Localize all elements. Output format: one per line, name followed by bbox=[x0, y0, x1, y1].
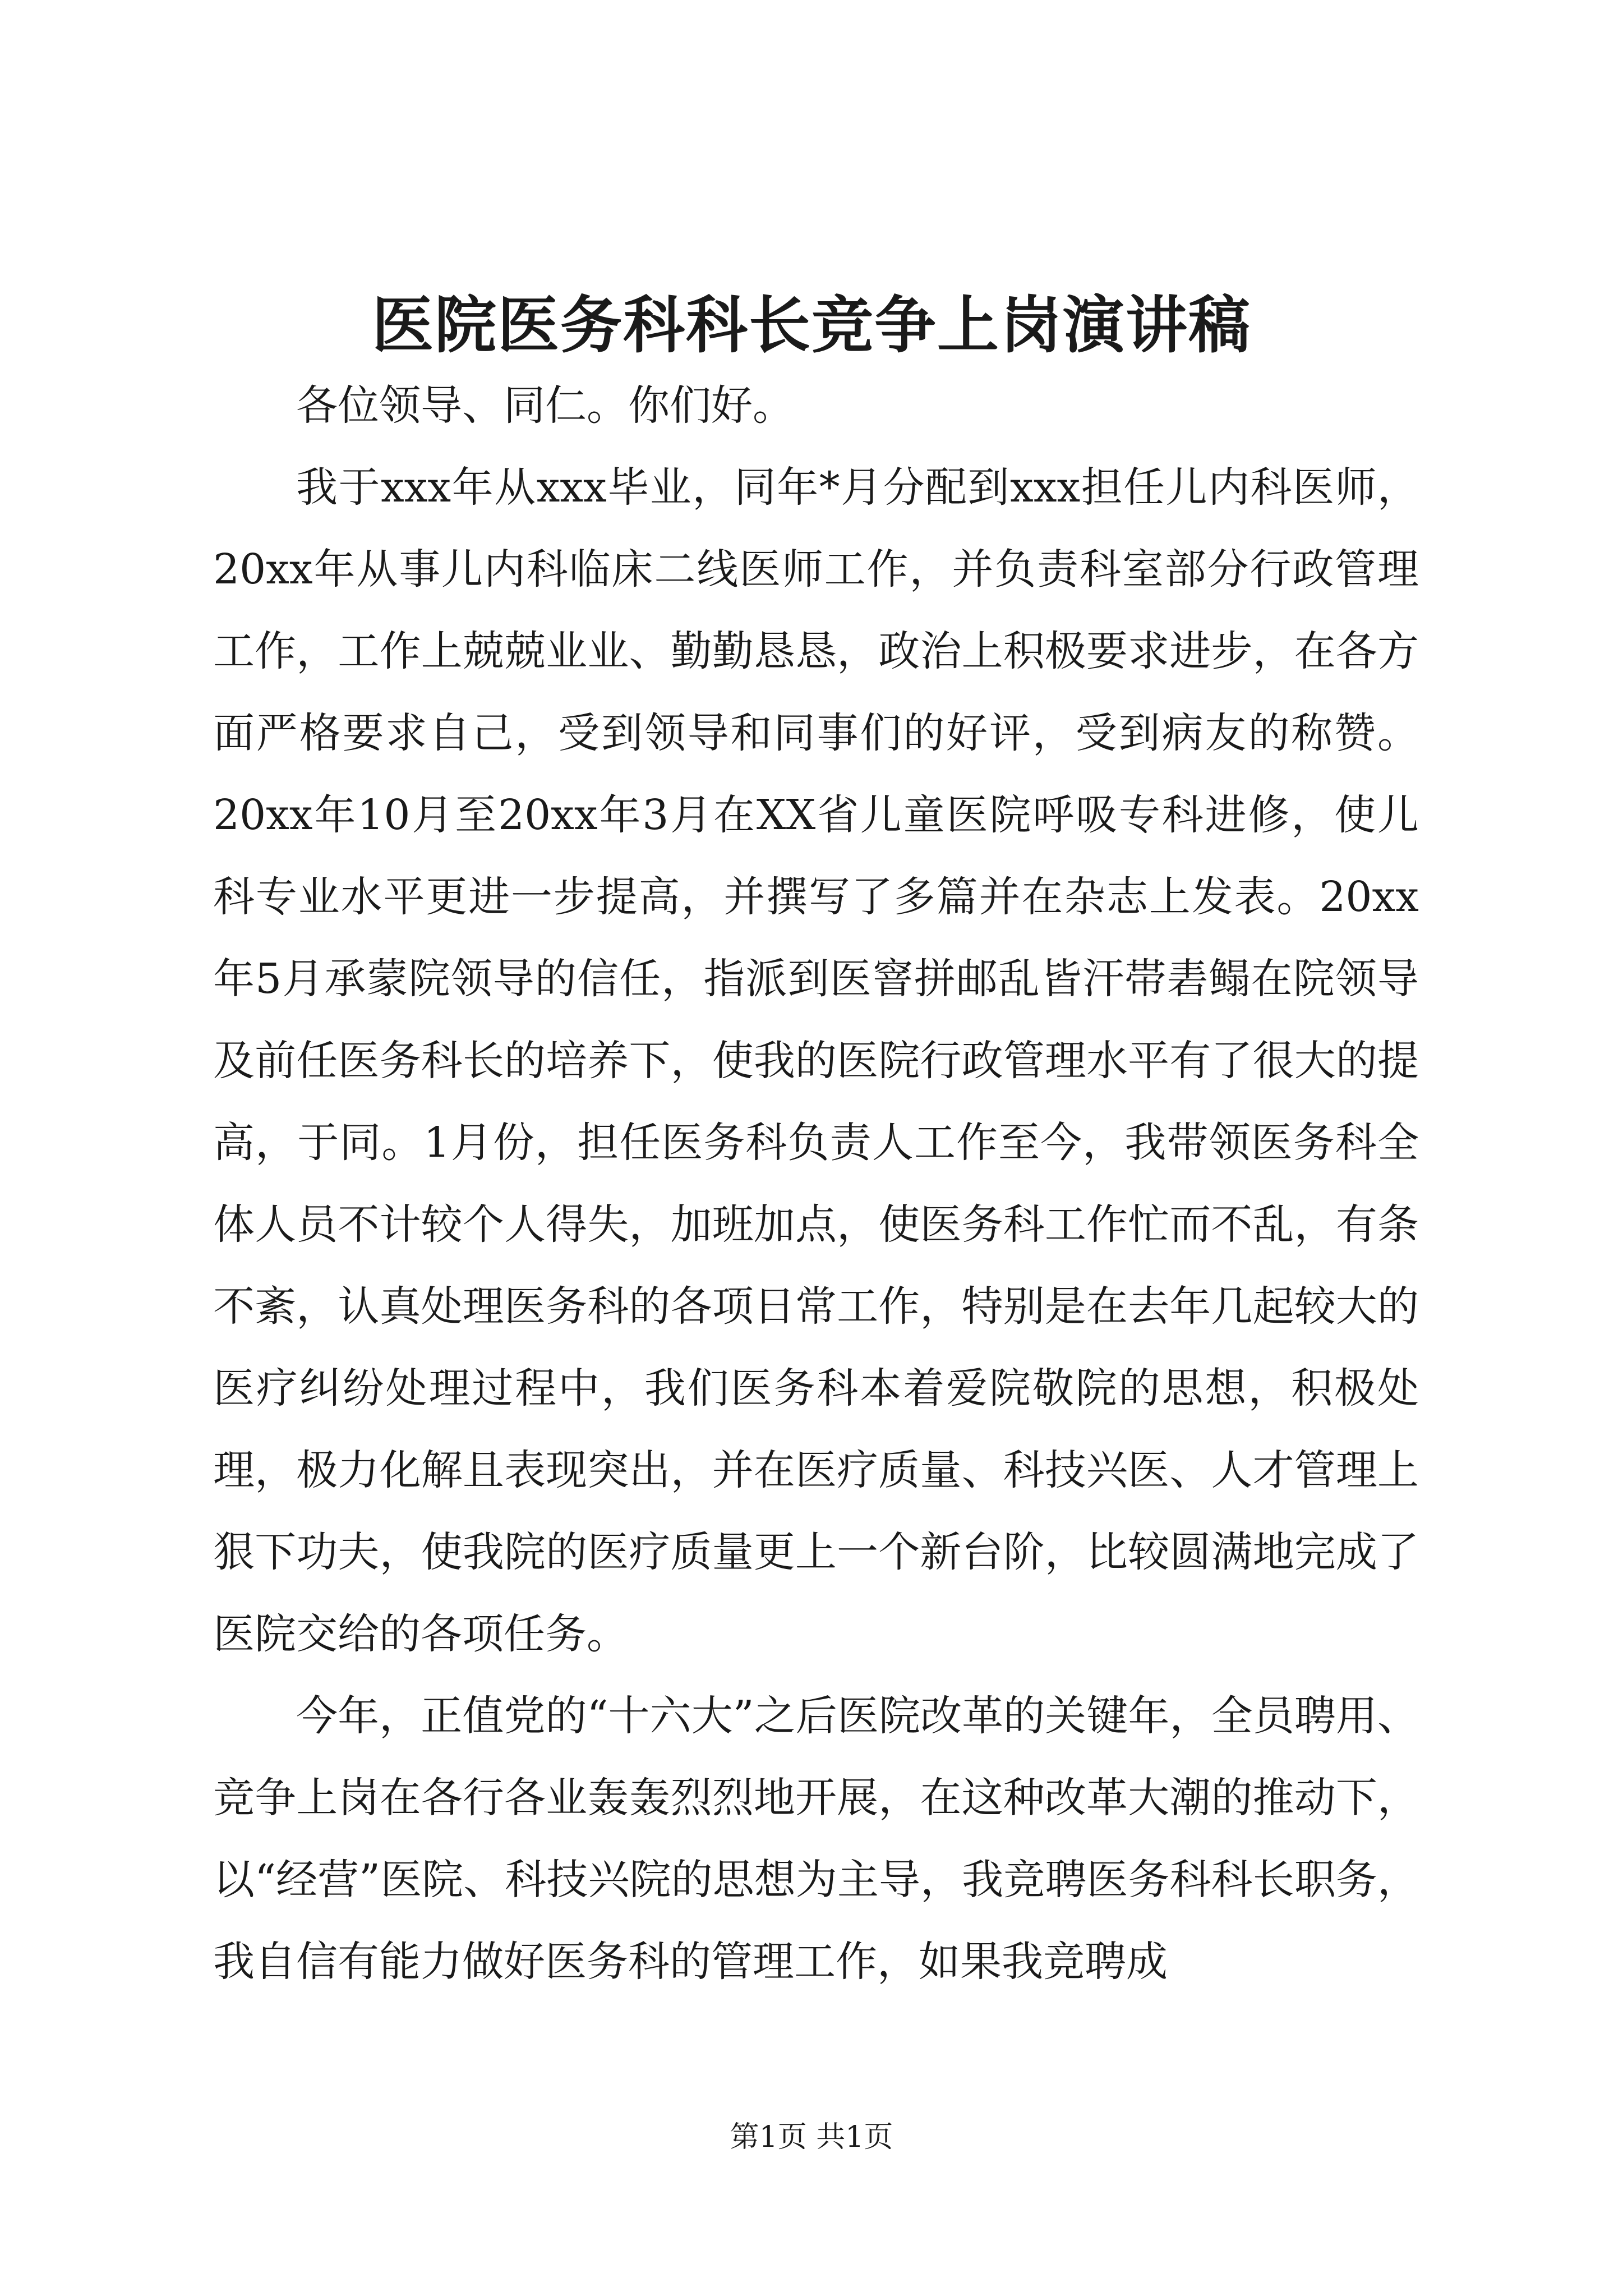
paragraph-greeting: 各位领导、同仁。你们好。 bbox=[296, 381, 794, 430]
paragraph-intent: 今年，正值党的“十六大”之后医院改革的关键年，全员聘用、竞争上岗在各行各业轰轰烈烈地开展，在这种改革大潮的推动下，以“经营”医院、科技兴院的思想为主导，我竞聘医务科科长职务，我自信有能力做好医务科的管理工作，如果我竞聘成 bbox=[213, 1692, 1419, 1986]
document-title: 医院医务科科长竞争上岗演讲稿 bbox=[372, 289, 1251, 361]
page-footer: 第1页 共1页 bbox=[730, 2120, 893, 2154]
document-body bbox=[213, 365, 1419, 2003]
paragraph-background: 我于xxx年从xxx毕业，同年*月分配到xxx担任儿内科医师，20xx年从事儿内科临床二线医师工作，并负责科室部分行政管理工作，工作上兢兢业业、勤勤恳恳，政治上积极要求进步，在各方面严格要求自己，受到领导和同事们的好评，受到病友的称赞。20xx年10月至20xx年3月在XX省儿童医院呼吸专科进修，使儿科专业水平更进一步提高，并撰写了多篇并在杂志上发表。20xx年5月承蒙院领导的信任，指派到医窨拼邮乱皆汗帯砉鳎在院领导及前任医务科长的培养下，使我的医院行政管理水平有了很大的提高，于同。1月份，担任医务科负责人工作至今，我带领医务科全体人员不计较个人得失，加班加点，使医务科工作忙而不乱，有条不紊，认真处理医务科的各项日常工作，特别是在去年几起较大的医疗纠纷处理过程中，我们医务科本着爱院敬院的思想，积极处理，极力化解且表现突出，并在医疗质量、科技兴医、人才管理上狠下功夫，使我院的医疗质量更上一个新台阶，比较圆满地完成了医院交给的各项任务。 bbox=[213, 463, 1419, 1658]
